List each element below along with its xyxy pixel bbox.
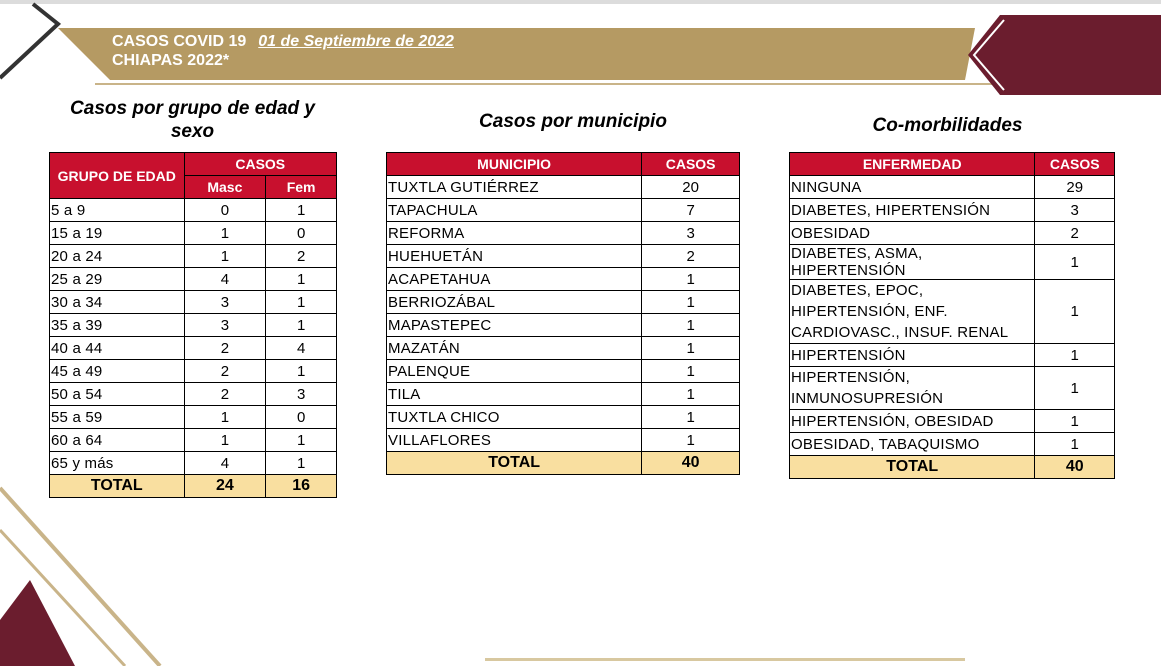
- disease-cases-cell: 1: [1035, 344, 1115, 367]
- table-row: [50, 406, 337, 429]
- age-section-title: Casos por grupo de edad y sexo: [70, 98, 315, 142]
- municipio-cases-cell: 20: [642, 176, 740, 199]
- table-row: [50, 337, 337, 360]
- fem-cell: 1: [266, 360, 337, 383]
- municipio-header-name: MUNICIPIO: [387, 153, 642, 176]
- municipio-cases-cell: 1: [642, 429, 740, 452]
- header-title: CASOS COVID 19: [112, 33, 247, 50]
- table-row: [790, 176, 1115, 199]
- disease-cases-cell: 1: [1035, 245, 1115, 280]
- corner-chevron: [0, 4, 58, 78]
- table-row: [50, 429, 337, 452]
- municipio-cases-cell: 1: [642, 360, 740, 383]
- disease-cases-cell: 1: [1035, 367, 1115, 410]
- municipio-header-cases: CASOS: [642, 153, 740, 176]
- masc-cell: 4: [184, 452, 266, 475]
- disease-name-cell: HIPERTENSIÓN, INMUNOSUPRESIÓN: [790, 367, 1035, 410]
- disease-cases-cell: 1: [1035, 410, 1115, 433]
- masc-cell: 1: [184, 406, 266, 429]
- municipio-cases-cell: 7: [642, 199, 740, 222]
- municipio-name-cell: HUEHUETÁN: [387, 245, 642, 268]
- masc-cell: 0: [184, 199, 266, 222]
- top-edge-strip: [0, 0, 1161, 4]
- municipio-name-cell: ACAPETAHUA: [387, 268, 642, 291]
- municipio-cases-cell: 1: [642, 291, 740, 314]
- table-row: [790, 245, 1115, 280]
- municipio-name-cell: MAZATÁN: [387, 337, 642, 360]
- disease-cases-cell: 1: [1035, 280, 1115, 344]
- disease-name-cell: HIPERTENSIÓN: [790, 344, 1035, 367]
- municipio-name-cell: BERRIOZÁBAL: [387, 291, 642, 314]
- age-group-cell: 30 a 34: [50, 291, 185, 314]
- municipio-total-row: [387, 452, 740, 475]
- age-group-cell: 15 a 19: [50, 222, 185, 245]
- masc-cell: 1: [184, 222, 266, 245]
- table-row: [387, 176, 740, 199]
- table-row: [790, 199, 1115, 222]
- municipio-cases-cell: 1: [642, 314, 740, 337]
- disease-cases-cell: 29: [1035, 176, 1115, 199]
- maroon-corner-triangle: [0, 580, 75, 666]
- age-table: [49, 152, 337, 498]
- masc-cell: 2: [184, 383, 266, 406]
- table-row: [387, 245, 740, 268]
- age-total-fem: 16: [266, 475, 337, 498]
- disease-name-cell: DIABETES, HIPERTENSIÓN: [790, 199, 1035, 222]
- age-header-masc: Masc: [184, 176, 266, 199]
- footer-gold-line: [485, 658, 965, 661]
- comorbid-total-row: [790, 456, 1115, 479]
- comorbid-table-header-row: [790, 153, 1115, 176]
- municipio-total-value: 40: [642, 452, 740, 475]
- disease-cases-cell: 1: [1035, 433, 1115, 456]
- age-group-cell: 25 a 29: [50, 268, 185, 291]
- fem-cell: 0: [266, 406, 337, 429]
- disease-name-cell: OBESIDAD: [790, 222, 1035, 245]
- table-row: [790, 280, 1115, 344]
- municipio-cases-cell: 1: [642, 406, 740, 429]
- masc-cell: 2: [184, 360, 266, 383]
- disease-cases-cell: 3: [1035, 199, 1115, 222]
- table-row: [50, 314, 337, 337]
- masc-cell: 3: [184, 291, 266, 314]
- municipio-name-cell: VILLAFLORES: [387, 429, 642, 452]
- comorbid-total-label: TOTAL: [790, 456, 1035, 479]
- fem-cell: 1: [266, 452, 337, 475]
- header-subtitle: CHIAPAS 2022*: [112, 52, 230, 69]
- disease-name-cell: DIABETES, ASMA, HIPERTENSIÓN: [790, 245, 1035, 280]
- table-row: [50, 383, 337, 406]
- table-row: [387, 314, 740, 337]
- municipio-name-cell: REFORMA: [387, 222, 642, 245]
- masc-cell: 1: [184, 245, 266, 268]
- fem-cell: 0: [266, 222, 337, 245]
- disease-name-cell: HIPERTENSIÓN, OBESIDAD: [790, 410, 1035, 433]
- table-row: [50, 291, 337, 314]
- comorbid-header-cases: CASOS: [1035, 153, 1115, 176]
- age-header-cases: CASOS: [184, 153, 337, 176]
- age-header-fem: Fem: [266, 176, 337, 199]
- municipio-name-cell: MAPASTEPEC: [387, 314, 642, 337]
- age-total-masc: 24: [184, 475, 266, 498]
- masc-cell: 1: [184, 429, 266, 452]
- age-group-cell: 20 a 24: [50, 245, 185, 268]
- fem-cell: 1: [266, 268, 337, 291]
- table-row: [50, 360, 337, 383]
- table-row: [50, 268, 337, 291]
- table-row: [50, 245, 337, 268]
- table-row: [387, 268, 740, 291]
- age-group-cell: 55 a 59: [50, 406, 185, 429]
- municipio-name-cell: TUXTLA CHICO: [387, 406, 642, 429]
- table-row: [387, 199, 740, 222]
- table-row: [387, 360, 740, 383]
- table-row: [387, 222, 740, 245]
- header-text: [112, 32, 454, 70]
- municipio-table-header-row: [387, 153, 740, 176]
- municipio-cases-cell: 1: [642, 268, 740, 291]
- age-total-row: [50, 475, 337, 498]
- table-row: [790, 344, 1115, 367]
- disease-name-cell: DIABETES, EPOC, HIPERTENSIÓN, ENF. CARDIOVASC., INSUF. RENAL: [790, 280, 1035, 344]
- comorbid-table: [789, 152, 1115, 479]
- age-group-cell: 60 a 64: [50, 429, 185, 452]
- table-row: [387, 383, 740, 406]
- masc-cell: 2: [184, 337, 266, 360]
- fem-cell: 1: [266, 314, 337, 337]
- municipio-name-cell: PALENQUE: [387, 360, 642, 383]
- header-date: 01 de Septiembre de 2022: [258, 33, 454, 50]
- municipio-cases-cell: 3: [642, 222, 740, 245]
- table-row: [387, 429, 740, 452]
- disease-name-cell: NINGUNA: [790, 176, 1035, 199]
- table-row: [50, 222, 337, 245]
- age-group-cell: 5 a 9: [50, 199, 185, 222]
- comorbid-total-value: 40: [1035, 456, 1115, 479]
- fem-cell: 4: [266, 337, 337, 360]
- disease-cases-cell: 2: [1035, 222, 1115, 245]
- municipio-section-title: Casos por municipio: [479, 111, 667, 132]
- table-row: [790, 367, 1115, 410]
- comorbid-section-title: Co-morbilidades: [872, 115, 1023, 136]
- municipio-cases-cell: 2: [642, 245, 740, 268]
- age-group-cell: 40 a 44: [50, 337, 185, 360]
- table-row: [50, 199, 337, 222]
- municipio-name-cell: TILA: [387, 383, 642, 406]
- age-table-header-row: [50, 153, 337, 176]
- municipio-name-cell: TUXTLA GUTIÉRREZ: [387, 176, 642, 199]
- age-total-label: TOTAL: [50, 475, 185, 498]
- municipio-table: [386, 152, 740, 475]
- fem-cell: 3: [266, 383, 337, 406]
- table-row: [790, 433, 1115, 456]
- masc-cell: 4: [184, 268, 266, 291]
- age-group-cell: 45 a 49: [50, 360, 185, 383]
- age-group-cell: 35 a 39: [50, 314, 185, 337]
- masc-cell: 3: [184, 314, 266, 337]
- age-header-group: GRUPO DE EDAD: [50, 153, 185, 199]
- municipio-cases-cell: 1: [642, 337, 740, 360]
- table-row: [790, 222, 1115, 245]
- table-row: [387, 406, 740, 429]
- table-row: [50, 452, 337, 475]
- age-group-cell: 50 a 54: [50, 383, 185, 406]
- municipio-total-label: TOTAL: [387, 452, 642, 475]
- municipio-name-cell: TAPACHULA: [387, 199, 642, 222]
- fem-cell: 1: [266, 199, 337, 222]
- fem-cell: 1: [266, 429, 337, 452]
- age-group-cell: 65 y más: [50, 452, 185, 475]
- municipio-cases-cell: 1: [642, 383, 740, 406]
- table-row: [790, 410, 1115, 433]
- disease-name-cell: OBESIDAD, TABAQUISMO: [790, 433, 1035, 456]
- table-row: [387, 337, 740, 360]
- fem-cell: 1: [266, 291, 337, 314]
- fem-cell: 2: [266, 245, 337, 268]
- comorbid-header-name: ENFERMEDAD: [790, 153, 1035, 176]
- table-row: [387, 291, 740, 314]
